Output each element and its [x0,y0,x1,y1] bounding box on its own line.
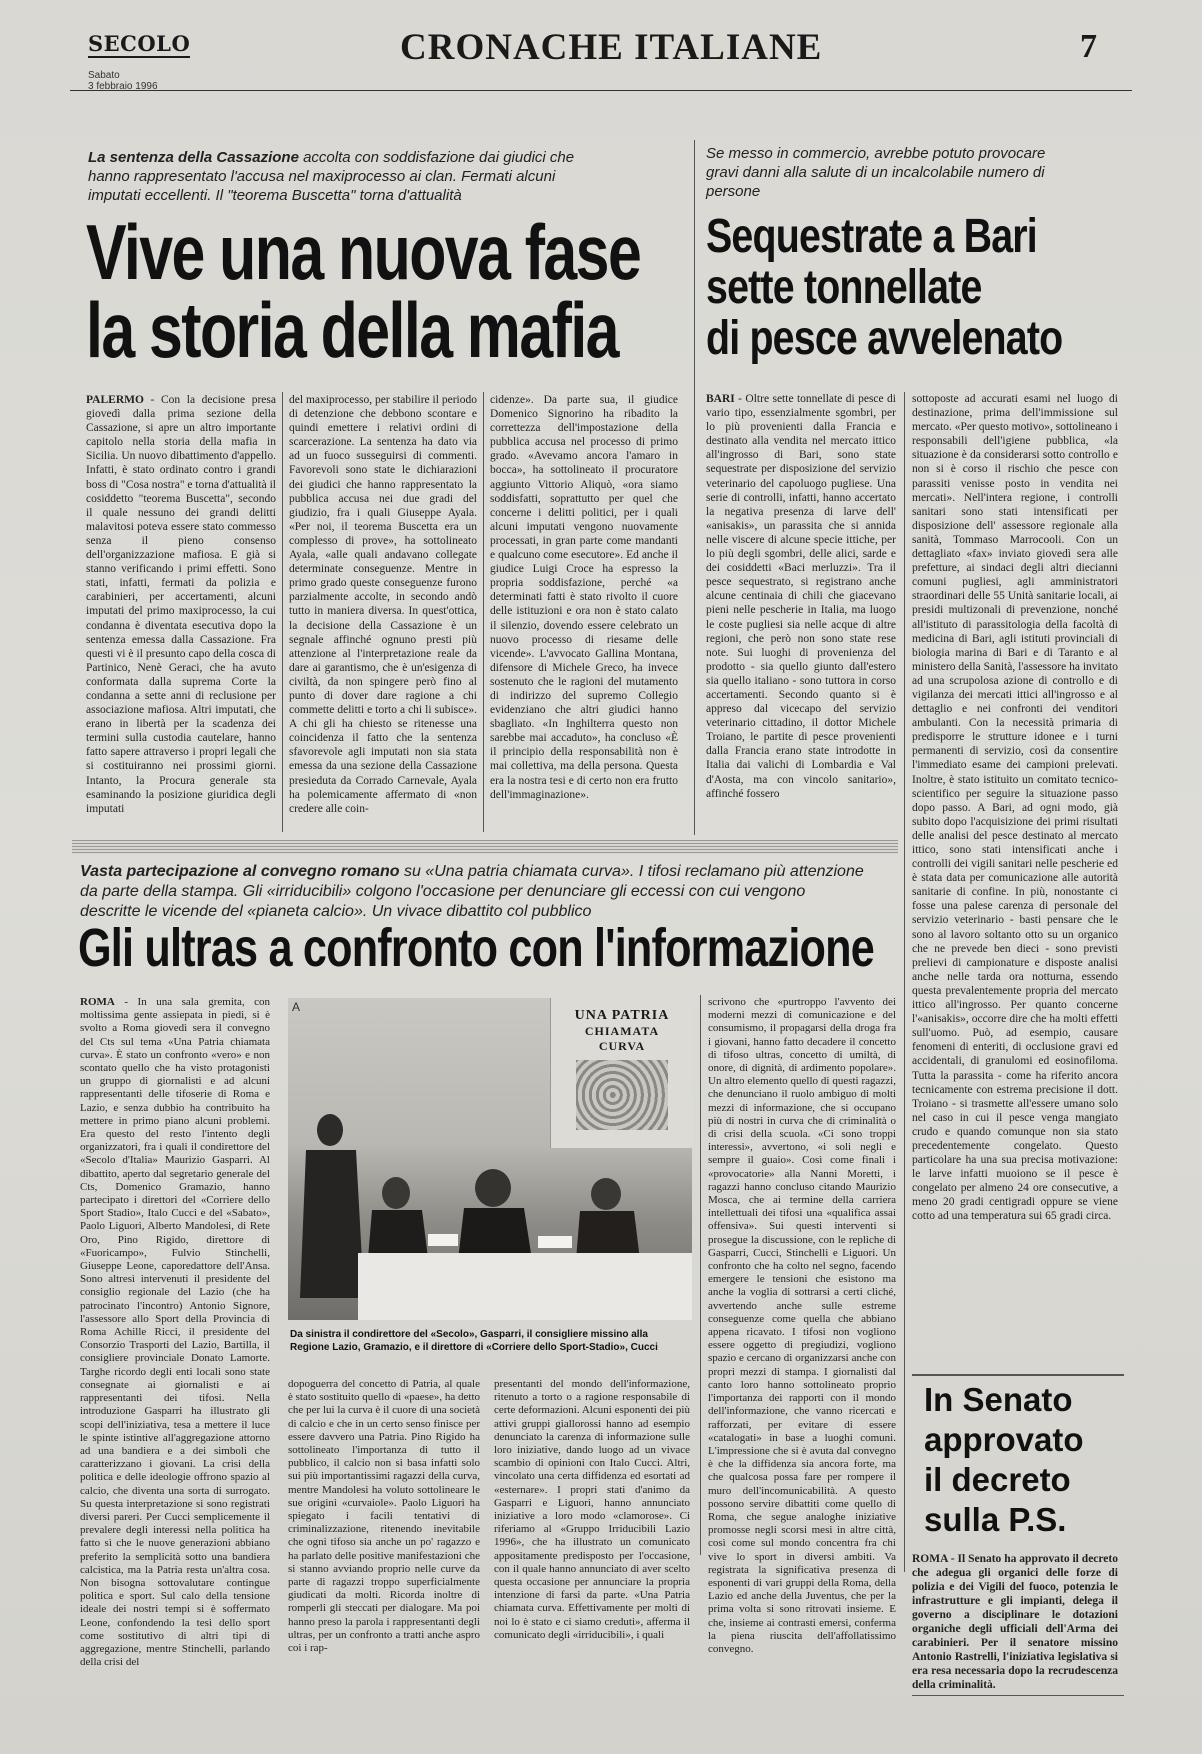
ultras-column-2: dopoguerra del concetto di Patria, al quale è stato sostituito quello di «paese», ha detto che per lui la curva è il cuore di una società di calcio e che in un certo senso finisce per essere davvero una Patria. Pino Rigido ha sottolineato l'importanza di tutto il pubblico, il calcio non si basa infatti solo sui più importantissimi ragazzi della curva, mentre Mandolesi ha voluto sottolineare le sue origini «curvaiole». Paolo Liguori ha spiegato i facili tentativi di criminalizzazione, ritenendo inevitabile che ogni tifoso sia anche un po' ragazzo e ha parlato delle positive manifestazioni che si stanno avviando proprio nelle curve da parte di ragazzi troppo superficialmente giudicati da molti. Ricorda inoltre di romperli gli steccati per dialogare. Ma poi hanno preso la parola i rappresentanti degli ultras, per un confronto a tratti anche aspro coi i rap- [288,1378,480,1655]
ultras-column-3: presentanti del mondo dell'informazione, ritenuto a torto o a ragione responsabile di certe deformazioni. Alcuni esponenti dei più attivi gruppi giallorossi hanno ad esempio denunciato la carenza di informazione sulle loro iniziative, dando luogo ad un vivace scambio di opinioni con Italo Cucci. Altri, vincolato una certa diffidenza ed esortati ad «esternare». I propri stati d'animo da Gasparri e Liguori, hanno annunciato iniziative a loro modo «clamorose». Ci riferiamo al «Gruppo Irriducibili Lazio 1996», che ha illustrato un comunicato appositamente predisposto per l'occasione, con il quale hanno annunciato di aver scelto questa occasione per annunciare la propria intenzione di farsi da parte. «Una Patria chiamata curva. Effettivamente per molti di noi lo è stato e ci siamo creduti», afferma il comunicato degli «irriducibili», i quali [494,1378,690,1641]
ultras-column-4: scrivono che «purtroppo l'avvento dei moderni mezzi di comunicazione e del consumismo, il propagarsi della droga fra i giovani, hanno fatto decadere il concetto di tifoso ultras, concetto di umiltà, di onore, di dignità, di ardimento popolare». Un altro elemento quello di questi ragazzi, che denunciano il ruolo ambiguo di molti mezzi di informazione, che si occupano più di nostri in curva che di criminalità o di crisi della scuola. «Ci sono troppi interessi», avvertono, «i soli negli e sempre il guaio». Così come finali i «provocatorie» alla Nanni Moretti, i ragazzi hanno concluso citando Maurizio Mosca, che ai termine della carriera intellettuali dei tifosi una «qualifica assai offensiva». Sui questi interventi si prosegue la discussione, con le repliche di Gasparri, Cucci, Stinchelli e Liguori. Un confronto che ha colto nel segno, facendo emergere le tensioni che esistono ma anche la voglia di sottrarsi a certi cliché, avvertendo anche sulle estreme conseguenze come quella che abbiano appena ricavato. I tifosi non vogliono essere oggetto di pregiudizi, vogliono spazio e cercano di organizzarsi anche con propri mezzi di stampa. I giornalisti dal canto loro hanno sottolineato proprio l'importanza dei rapporti con il mondo dell'informazione, che vanno ricercati e rafforzati, per evitare di essere «catalogati» in base a luoghi comuni. L'impressione che si è avuta dal convegno è che la diffidenza sia ancora forte, ma che qualcosa possa fare per rompere il muro dell'incomunicabilità. A questo possono servire dibattiti come quello di Roma, che segue analoghe iniziative promosse negli scorsi mesi in altre città, così come sul mondo concentra fra chi vive lo sport in diversi ambiti. Va registrata la significativa presenza di esponenti di vari gruppi della Roma, della Lazio ed anche della Juventus, che per la prima volta si sono ritrovati insieme. E che, insieme ai contrasti emersi, conferma la piena riuscita dell'affollatissimo convegno. [708,996,896,1655]
ultras-column-1 [80,996,270,1669]
bari-col1-text: - Oltre sette tonnellate di pesce di vario tipo, essenzialmente sgombri, per lo più provenienti dalla Francia e destinato alla vendita nel mercato ittico all'ingrosso di Bari, sono state sequestrate per disposizione del servizio veterinario del capoluogo pugliese. Una serie di controlli, infatti, hanno accertato la negativa presenza di larve dell' «anisakis», un parassita che si annida nelle viscere di alcune specie ittiche, per lo più degli sgombri, delle alici, sarde e dei cosiddetti «Baci merluzzi». Tra il pesce sequestrato, si registrano anche alcune centinaia di chili che giacevano pieni nelle pescherie in Italia, ma luogo le coste pugliesi sia nelle acque di altre regioni, che però non sono state rese note. Sui luoghi di provenienza del prodotto - sia quello giunto dall'estero sia quello italiano - sono tuttora in corso accertamenti. Secondo quanto si è appreso dal vicecapo del servizio veterinario cittadino, il dottor Michele Troiano, le partite di pesce provenienti dalla Francia erano state introdotte in Italia dai valichi di Lombardia e Val d'Aosta, ma con vincolo sanitario», affinché fossero [706,393,896,800]
person-head [591,1178,621,1210]
box-bottom-rule [912,1695,1124,1696]
photo-corner-label: A [292,1000,301,1014]
mafia-kicker [88,148,608,205]
box-top-rule [912,1374,1124,1376]
column-divider [483,392,484,832]
bari-headline-line2: sette tonnellate [706,261,982,314]
mafia-kicker-text: accolta con soddisfazione dai giudici che hanno rappresentato l'accusa nel maxiprocesso ai clan. Fermati alcuni imputati eccellenti. Il "teorema Buscetta" torna d'attualità [88,149,575,204]
person-head [475,1169,511,1207]
ultras-col1-text: - In una sala gremita, con moltissima gente assiepata in piedi, si è svolto a Roma giovedì sera il convegno del Cts sul tema «Una Patria chiamata curva». È stato un confronto «vero» e non scontato quello che ha visto protagonisti un gruppo di giornalisti e ad alcuni rappresentanti delle tifoserie di Roma e Lazio, e senza dubbio ha contribuito ha mettere in primo piano alcuni problemi. Era questo del resto l'intento degli organizzatori, fra i quali il condirettore del «Secolo d'Italia» Maurizio Gasparri. Al dibattito, aperto dal segretario generale del Cts, Domenico Gramazio, hanno partecipato i direttori del «Corriere dello Sport Stadio», Italo Cucci e del «Sabato», Paolo Liguori, Alberto Mandolesi, di Rete Oro, Pino Rigido, direttore di «Fuoricampo», Fulvio Stinchelli, Giuseppe Leone, caporedattore dell'Ansa. Sono altresì intervenuti il presidente del consiglio regionale del Lazio (che ha patrocinato l'incontro) Antonio Signore, l'assessore allo Sport della Provincia di Roma Achille Ricci, il presidente del Consorzio Trasporti del Lazio, Bartilla, il consigliere provinciale Donato Lamorte. Targhe ricordo degli enti locali sono state consegnate ai giornalisti e ai rappresentanti dei tifosi. Nella introduzione Gasparri ha illustrato gli scopi dell'iniziativa, tesa a mettere il luce le spinte istintive all'aggregazione attorno ad una bandiera e a dei simboli che caratterizzano i giovani. La crisi della politica e delle ideologie offrono spazio al calcio, che diventa una sorta di surrogato. Su questa interpretazione si sono registrati diversi pareri. Per Cucci semplicemente il prevalere degli interessi nella politica ha fatto sì che le nuove generazioni abbiano preferito la semplicità sotto una bandiera calcistica, ma la Patria resta un'altra cosa. Non bisogna sottovalutare contingue politica e sport. Sul calo della tensione ideale dei nostri tempi si è soffermato Leone, confondendo la tesi dello sport come sostitutivo di altri tipi di aggregazione, mentre Stinchelli, parlando della crisi del [80,996,270,1669]
ultras-dateline: ROMA [80,996,115,1008]
person-head [382,1177,410,1209]
speaker-body [300,1150,364,1298]
photo-scene [288,998,692,1320]
person-body [458,1208,532,1260]
senato-dateline: ROMA [912,1553,948,1565]
senato-headline-line3: il decreto [924,1461,1071,1498]
ultras-kicker-bold: Vasta partecipazione al convegno romano [80,863,400,880]
name-card [538,1236,572,1248]
senato-headline-line2: approvato [924,1421,1084,1458]
poster-title-1: UNA PATRIA [574,1008,670,1023]
mafia-column-3: cidenze». Da parte sua, il giudice Domenico Signorino ha ribadito la correttezza dell'impostazione della pubblica accusa nel processo di primo grado. «Avevamo ancora l'amaro in bocca», ha sottolineato il procuratore aggiunto Vittorio Aliquò, «ora siamo soddisfatti, soprattutto per quel che concerne i delitti politici, per i quali alcuni imputati vengono nuovamente processati, in gran parte come mandanti e qualcuno come esecutore». Ed anche il giudice Luigi Croce ha espresso la propria soddisfazione, perché «a determinati fatti è stato rivolto il cuore delle istituzioni e ora non è stato calato il silenzio, dovendo essere celebrato un nuovo processo di riesame delle vicende». L'avvocato Gallina Montana, difensore di Michele Greco, ha invece sostenuto che le ragioni del mutamento di indirizzo del supremo Collegio evidenziano che altri giudici hanno sbagliato. «In Inghilterra questo non sarebbe mai accaduto», ha concluso «È il principio della responsabilità non è mai collettiva, ma della persona. Questa era la nostra tesi e di certo non era frutto dell'immaginazione». [490,394,678,801]
mafia-column-2: del maxiprocesso, per stabilire il periodo di detenzione che debbono scontare e quindi emettere i relativi ordini di scarcerazione. La sentenza ha dato via ad un fuoco susseguirsi di commenti. Favorevoli sono state le dichiarazioni dei giudici che hanno rappresentato la pubblica accusa nei due gradi del giudizio, fra i quali Giuseppe Ayala. «Per noi, il teorema Buscetta era un complesso di prove», ha sottolineato Ayala, «alle quali andavano collegate determinate conseguenze. Mentre in primo grado queste conseguenze furono parzialmente accolte, in secondo andò tutto in maniera diversa. In quest'ottica, la decisione della Cassazione è un segnale affinché ognuno presti più attenzione al l'interpretazione reale da dare ai garantismo, che è un'esigenza di civiltà, da non spingere però fino al punto di dover dare ragione a chi commette delitti e torto a chi li subisce». A chi gli ha chiesto se ritenesse una coincidenza il fatto che la sentenza sfavorevole agli imputati non sia stata emessa da una sezione della Cassazione presieduta da Corrado Carnevale, Ayala ha polemicamente affermato di «non credere alle coin- [289,394,477,815]
page-number: 7 [1080,28,1097,65]
article-divider [694,140,695,835]
poster-title-2: CHIAMATA [584,1024,660,1038]
mafia-headline-line1: Vive una nuova fase [86,208,641,296]
column-divider [904,392,905,1572]
date-full: 3 febbraio 1996 [88,81,158,92]
issue-date [88,70,158,92]
senato-body [912,1552,1118,1691]
person-body [576,1211,640,1260]
mafia-column-1 [86,393,276,830]
mafia-col1-text: - Con la decisione presa giovedì dalla prima sezione della Cassazione, si apre un altro importante capitolo nella storia della mafia in Sicilia. Un nuovo dibattimento d'appello. Infatti, è stato ordinato contro i grandi boss di "Cosa nostra" e torna d'attualità il cosiddetto "teorema Buscetta", secondo il quale nessuno dei grandi delitti malavitosi poteva essere stato commesso senza il pieno consenso dell'organizzazione mafiosa. E già si stanno verificando i primi effetti. Sono stati, infatti, fermati da polizia e carabinieri, per accertamenti, alcuni imputati del primo maxiprocesso, la cui condanna è diventata esecutiva dopo la sentenza emessa dalla Cassazione. Fra questi vi è il presunto capo della cosca di Partinico, Nenè Geraci, che ha avuto conformata dalla suprema Corte la condanna a sette anni di reclusione per associazione mafiosa. Altri imputati, che erano in libertà per la scadenza dei termini sulla custodia cautelare, hanno fatto sapere attraverso i propri legali che si costituiranno nei prossimi giorni. Intanto, la Procura generale sta esaminando la posizione giuridica degli imputati [86,394,276,815]
section-title: CRONACHE ITALIANE [400,27,823,68]
bari-column-1 [706,392,896,832]
person-body [368,1210,428,1258]
ultras-headline: Gli ultras a confronto con l'informazione [78,918,874,978]
paper-logo: SECOLO [88,31,191,56]
photo-caption: Da sinistra il condirettore del «Secolo», Gasparri, il consigliere missino alla Regione Lazio, Gramazio, e il direttore di «Corriere dello Sport-Stadio», Cucci [290,1329,658,1353]
column-divider [282,392,283,832]
bari-dateline: BARI [706,393,735,405]
mafia-kicker-bold: La sentenza della Cassazione [88,149,299,166]
senato-headline-line4: sulla P.S. [924,1501,1067,1538]
poster-title-3: CURVA [598,1039,646,1053]
mafia-dateline: PALERMO [86,394,144,406]
ultras-kicker [80,862,870,922]
senato-text: - Il Senato ha approvato il decreto che adegua gli organici delle forze di polizia e dei Vigili del fuoco, potenzia le infrastrutture e gli impianti, delega il governo a disciplinare le dotazioni organiche degli ufficiali dell'Arma dei carabinieri. Per il senatore missino Antonio Rastrelli, l'iniziativa legislativa si era resa necessaria dopo la recrudescenza della criminalità. [912,1553,1118,1691]
bari-headline-line1: Sequestrate a Bari [706,210,1037,263]
conference-table [358,1253,692,1320]
conference-photo [288,998,692,1320]
ultras-kicker-text: su «Una patria chiamata curva». I tifosi reclamano più attenzione da parte della stampa. Gli «irriducibili» colgono l'occasione per denunciare gli eccessi con cui vengono descritte le vicende del «pianeta calcio». Un vivace dibattito col pubblico [80,863,864,920]
date-weekday: Sabato [88,70,120,81]
bari-kicker: Se messo in commercio, avrebbe potuto provocare gravi danni alla salute di un incalcolabile numero di persone [706,145,1046,200]
bari-headline-line3: di pesce avvelenato [706,312,1063,365]
speaker-head [317,1114,343,1146]
bari-column-2: sottoposte ad accurati esami nel luogo di destinazione, prima dell'immissione sul mercato. «Per questo motivo», sottolineano i responsabili dell'igiene pubblica, «la situazione è da considerarsi sotto controllo e non si è corso il rischio che pesce con parassiti venisse posto in vendita nei mercati». Nell'intera regione, i controlli sanitari sono stati intensificati per disposizione dell' assessore regionale alla sanità, Tommaso Marrocooli. Con un dettagliato «fax» inviato giovedì sera alle prefetture, ai sindaci degli altri diecianni comuni pugliesi, agli amministratori straordinari delle 55 Unità sanitarie locali, ai presidi multizonali di prevenzione, nonché all'istituto di parassitologia della facoltà di medicina di Bari, agli istituti provinciali di biologia marina di Bari e di Taranto e al ministero della Sanità, l'assessore ha invitato ad una scrupolosa azione di controllo e di vigilanza dei mercati ittici all'ingrosso e al dettaglio e nei confronti dei venditori ambulanti. Con la necessità primaria di predisporre le strutture idonee e i turni permanenti di servizio, così da consentire l'immediato esame dei campioni prelevati. Inoltre, è stato istituito un comitato tecnico-scientifico per seguire la situazione passo dopo passo. A Bari, ad ogni modo, già subito dopo l'acquisizione dei primi risultati delle analisi del pesce destinato al mercato ittico, sono stati intensificati anche i controlli dei vigili sanitari nelle pescherie ed è stata data per comunicazione alle autorità sanitarie di confine. In più, nonostante ci fosse una palese carenza di personale del servizio veterinario - basti pensare che le sono al lavoro soltanto otto su un organico che ne prevede ben dieci - sono previsti prelievi di campionature e disposte analisi anche nelle tarda ora notturna, essendo questa prevalentemente propria del mercato ittico all'ingrosso. Per quanto concerne l'«anisakis», occorre dire che ha molti effetti sull'uomo. Può, ad esempio, causare fenomeni di enteriti, di occlusione gravi ed accidentali, di granulomi ed eosinofiloma. Tutta la parassita - come ha riferito ancora tecnicamente con estrema precisione il dott. Troiano - si trasmette all'essere umano solo nel caso in cui il pesce venga mangiato crudo e quando comunque non sia stato precedentemente congelato. Questo particolare ha una sua precisa motivazione: le larve infatti muoiono se il pesce è congelato per almeno 24 ore consecutive, a meno 20 gradi centigradi oppure se viene cotto ad una temperatura sui 65 gradi circa. [912,393,1119,1223]
mafia-headline-line2: la storia della mafia [86,286,618,374]
senato-headline-line1: In Senato [924,1381,1073,1418]
header-rule [70,90,1132,91]
section-separator-band [72,840,898,854]
name-card [428,1234,458,1246]
column-divider [700,995,701,1555]
